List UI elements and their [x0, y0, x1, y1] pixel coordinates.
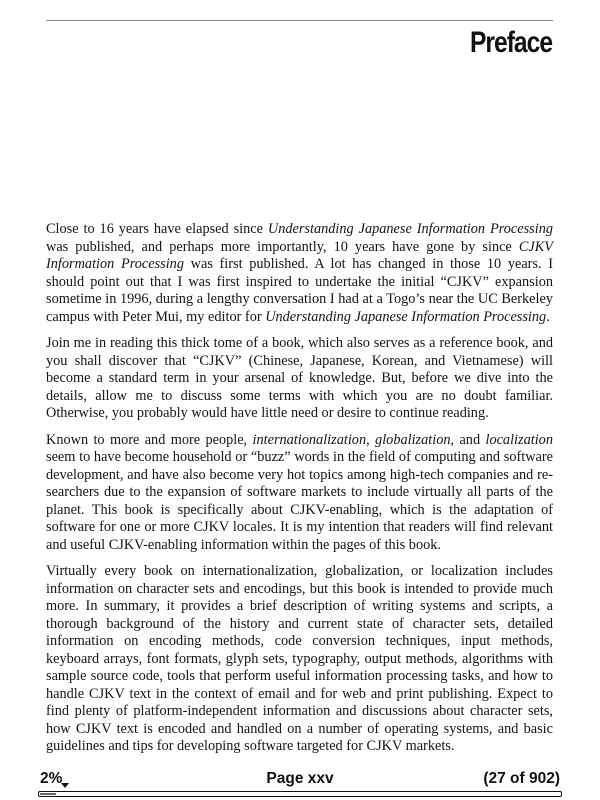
italic-text: internationalization [252, 431, 367, 448]
text-run: seem to have become household or “buzz” words in the field of computing and software development, and have also become very hot topics among high-tech companies and researchers due to the expansion of software markets to include virtually all parts of the planet. This book is specifically about CJKV-enabling, which is the adaptation of software for one or more CJKV locales. It is my intention that readers will find relevant and useful CJKV-enabling information within the pages of this book. [46, 449, 553, 553]
text-run: Known to more and more people, [46, 431, 253, 448]
italic-text: localization [485, 431, 553, 448]
page-body [46, 221, 553, 765]
paragraph [46, 563, 553, 756]
text-run: was published, and perhaps more importantly, 10 years have gone by since [46, 238, 519, 255]
text-run: . [546, 308, 550, 325]
progress-percent: 2% [40, 770, 63, 787]
text-run: Close to 16 years have elapsed since [46, 221, 268, 237]
italic-text: Understanding Japanese Information Processing [265, 308, 547, 325]
text-run: was first published. A lot has changed in those 10 years. I should point out that I was first inspired to undertake the initial “CJKV” expansion sometime in 1996, during a lengthy conversation I had at a Togo’s near the UC Berkeley campus with Peter Mui, my editor for [46, 256, 554, 325]
page-label: Page xxv [266, 770, 334, 787]
chapter-title: Preface [469, 26, 552, 59]
text-run: , and [450, 431, 486, 448]
reading-progress-bar[interactable] [38, 791, 562, 797]
italic-text: CJKV Information Processing [46, 238, 553, 272]
paragraph [46, 221, 553, 326]
text-run: , [366, 431, 376, 448]
page-count: (27 of 902) [483, 770, 560, 787]
text-run: Join me in reading this thick tome of a book, which also serves as a reference book, and you shall discover that “CJKV” (Chinese, Japanese, Korean, and Vietnamese) will become a standard term in your arsenal of knowledge. But, before we dive into the details, allow me to discuss some terms with which you are no doubt familiar. Otherwise, you probably would have little need or desire to continue reading. [46, 335, 553, 421]
paragraph [46, 335, 553, 423]
header-rule [46, 20, 553, 21]
paragraph [46, 432, 553, 555]
italic-text: Understanding Japanese Information Processing [267, 221, 553, 237]
text-run: Virtually every book on internationalization, globalization, or localization includes information on character sets and encodings, but this book is intended to provide much more. In summary, it provides a brief description of writing systems and scripts, a thorough background of the history and current state of character sets, detailed information on encoding methods, code conversion techniques, input methods, keyboard arrays, font formats, glyph sets, typography, output methods, algorithms with sample source code, tools that perform useful information processing tasks, and how to handle CJKV text in the context of email and for web and print publishing. Expect to find plenty of platform-independent information and discussions about character sets, how CJKV text is encoded and handled on a number of operating systems, and basic guidelines and tips for developing software targeted for CJKV markets. [46, 563, 553, 754]
progress-fill [40, 793, 56, 795]
italic-text: globalization [375, 431, 451, 448]
reader-footer [38, 770, 562, 790]
